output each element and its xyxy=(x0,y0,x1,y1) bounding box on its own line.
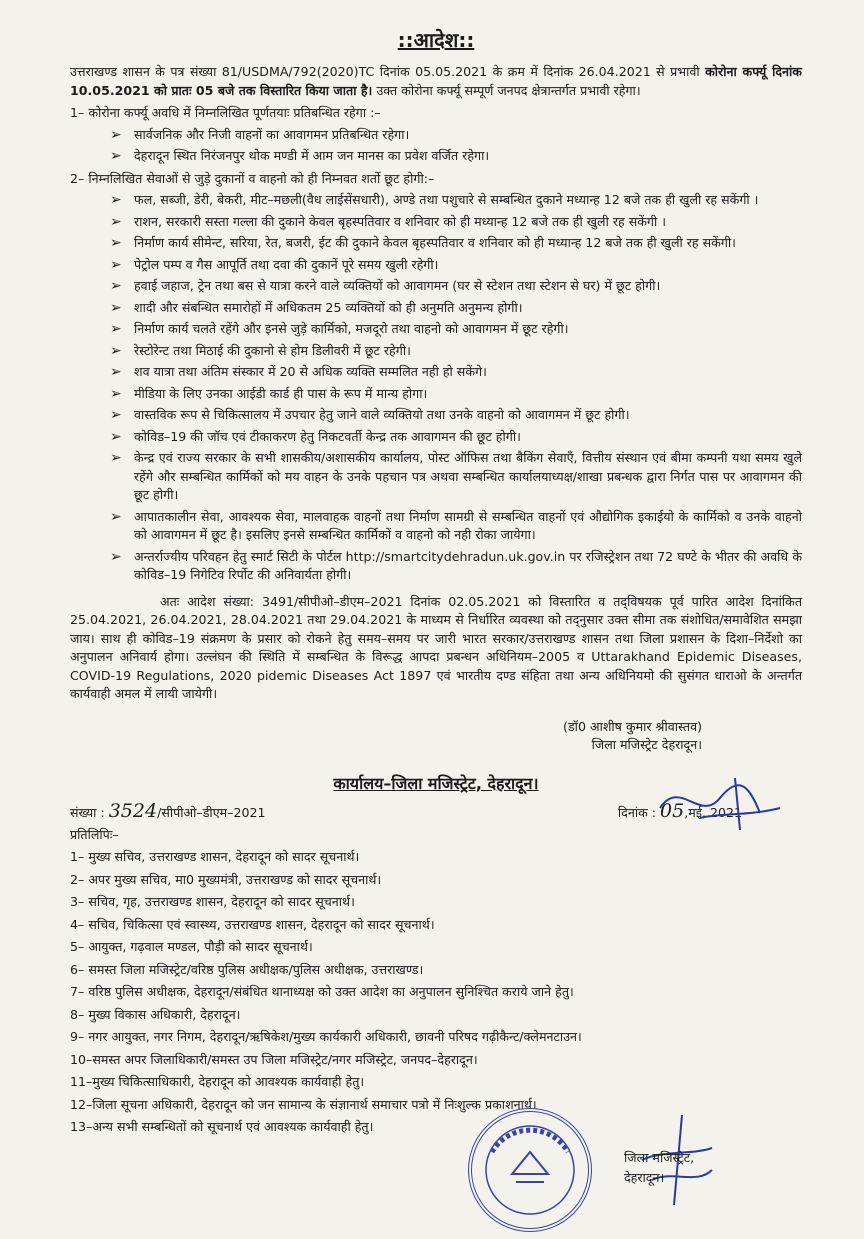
section-1-list xyxy=(70,126,802,166)
stamp-emblem xyxy=(472,1112,588,1228)
reference-number: संख्या : 3524/सीपीओ–डीएम–2021 xyxy=(70,799,266,822)
list-item-text: निर्माण कार्य चलते रहेंगे और इनसे जुड़े कार्मिको, मजदूरो तथा वाहनो को आवागमन में छूट रहेगी। xyxy=(134,321,569,336)
signatory-designation: जिला मजिस्ट्रेट देहरादून। xyxy=(591,736,702,752)
list-item-text: वास्तविक रूप से चिकित्सालय में उपचार हेतु जाने वाले व्यक्तियो तथा उनके वाहनो को आवागमन में छूट होगी। xyxy=(134,407,630,422)
list-item xyxy=(110,406,802,425)
section-2-heading: 2– निम्नलिखित सेवाओं से जुड़े दुकानों व वाहनो को ही निम्नवत शर्तो छूट होगी:– xyxy=(70,170,435,186)
arrow-bullet-icon: ➢ xyxy=(110,321,122,337)
copy-item: 5– आयुक्त, गढ़वाल मण्डल, पौड़ी को सादर सूचनार्थ। xyxy=(70,939,313,954)
curfew-extension-text: कोरोना कर्फ्यू दिनांक 10.05.2021 को प्रातः 05 बजे तक विस्तारित किया जाता है। xyxy=(70,64,802,98)
arrow-bullet-icon: ➢ xyxy=(110,278,122,294)
list-item xyxy=(110,363,802,382)
list-item xyxy=(110,320,802,339)
list-item-text: फल, सब्जी, डेरी, बेकरी, मीट–मछली(वैध लाईसेंसधारी), अण्डे तथा पशुचारे से सम्बन्धित दुकाने मध्यान्ह 12 बजे तक ही खुली रह सकेंगी । xyxy=(134,192,759,207)
list-item-text: रेस्टोरेन्ट तथा मिठाई की दुकानो से होम डिलीवरी में छूट रहेगी। xyxy=(134,342,411,358)
copy-item: 3– सचिव, गृह, उत्तराखण्ड शासन, देहरादून को सादर सूचनार्थ। xyxy=(70,894,355,909)
list-item-text: मीडिया के लिए उनका आईडी कार्ड ही पास के रूप में मान्य होगा। xyxy=(134,385,428,401)
signatory-block xyxy=(70,718,802,754)
handwritten-date: 05 xyxy=(660,799,685,822)
office-heading: कार्यालय–जिला मजिस्ट्रेट, देहरादून। xyxy=(333,773,539,793)
list-item xyxy=(110,508,802,545)
section-2-list xyxy=(70,191,802,585)
arrow-bullet-icon: ➢ xyxy=(110,385,122,402)
list-item xyxy=(110,299,802,318)
list-item xyxy=(110,213,802,232)
copy-item: 9– नगर आयुक्त, नगर निगम, देहरादून/ऋषिकेश/मुख्य कार्यकारी अधिकारी, छावनी परिषद गढ़ीकैन्ट/क्लेमनटाउन। xyxy=(70,1029,582,1044)
arrow-bullet-icon: ➢ xyxy=(110,548,122,565)
list-item xyxy=(110,234,802,253)
copy-item: 12–जिला सूचना अधिकारी, देहरादून को जन सामान्य के संज्ञानार्थ समाचार पत्रो में निःशुल्क प्रकाशनार्थ। xyxy=(70,1096,537,1112)
arrow-bullet-icon: ➢ xyxy=(110,256,122,273)
arrow-bullet-icon: ➢ xyxy=(110,364,122,380)
copy-item: 1– मुख्य सचिव, उत्तराखण्ड शासन, देहरादून को सादर सूचनार्थ। xyxy=(70,849,360,864)
signatory-2-block: जिला मजिस्ट्रेट, देहरादून। xyxy=(624,1150,695,1185)
list-item xyxy=(110,548,802,585)
list-item-text: आपातकालीन सेवा, आवश्यक सेवा, मालवाहक वाहनों तथा निर्माण सामग्री से सम्बन्धित वाहनों एवं औद्योगिक इकाईयो के कार्मिको व उनके वाहनो को आवागमन में छूट है। इसलिए इनसे सम्बन्धित कार्मिकों व वाहनो को नही रोका जायेगा। xyxy=(134,508,802,542)
arrow-bullet-icon: ➢ xyxy=(110,126,122,143)
arrow-bullet-icon: ➢ xyxy=(110,407,122,423)
list-item-text: निर्माण कार्य सीमेन्ट, सरिया, रेत, बजरी, ईट की दुकाने केवल बृहस्पतिवार व शनिवार को ही मध्यान्ह 12 बजे तक ही खुली रह सकेंगी। xyxy=(134,235,736,250)
list-item xyxy=(110,385,802,404)
copy-item: 11–मुख्य चिकित्साधिकारी, देहरादून को आवश्यक कार्यवाही हेतु। xyxy=(70,1074,365,1089)
list-item-text: राशन, सरकारी सस्ता गल्ला की दुकाने केवल बृहस्पतिवार व शनिवार को ही मध्यान्ह 12 बजे तक ही खुली रह सकेंगी । xyxy=(134,213,667,229)
list-item xyxy=(110,126,802,145)
list-item xyxy=(110,256,802,275)
arrow-bullet-icon: ➢ xyxy=(110,213,122,230)
signatory-name: (डॉ0 आशीष कुमार श्रीवास्तव) xyxy=(563,718,702,734)
arrow-bullet-icon: ➢ xyxy=(110,450,122,466)
list-item xyxy=(110,342,802,361)
copy-item: 13–अन्य सभी सम्बन्धितों को सूचनार्थ एवं आवश्यक कार्यवाही हेतु। xyxy=(70,1119,374,1134)
list-item-text: शव यात्रा तथा अंतिम संस्कार में 20 से अधिक व्यक्ति सम्मलित नही हो सकेंगे। xyxy=(134,364,487,379)
copy-item: 7– वरिष्ठ पुलिस अधीक्षक, देहरादून/संबंधित थानाध्यक्ष को उक्त आदेश का अनुपालन सुनिश्चित कराये जाने हेतु। xyxy=(70,984,574,999)
list-item-text: शादी और संबन्धित समारोहों में अधिकतम 25 व्यक्तियों को ही अनुमति अनुमन्य होगी। xyxy=(134,299,523,315)
copy-item: 4– सचिव, चिकित्सा एवं स्वास्थ्य, उत्तराखण्ड शासन, देहरादून को सादर सूचनार्थ। xyxy=(70,916,435,932)
copy-item: 2– अपर मुख्य सचिव, मा0 मुख्यमंत्री, उत्तराखण्ड को सादर सूचनार्थ। xyxy=(70,871,382,887)
arrow-bullet-icon: ➢ xyxy=(110,299,122,316)
document-title: ::आदेश:: xyxy=(397,28,475,52)
list-item xyxy=(110,449,802,505)
copy-list xyxy=(70,846,802,1139)
handwritten-number: 3524 xyxy=(108,799,158,822)
arrow-bullet-icon: ➢ xyxy=(110,235,122,251)
list-item-text: हवाई जहाज, ट्रेन तथा बस से यात्रा करने वाले व्यक्तियों को आवागमन (घर से स्टेशन तथा स्टेशन से घर) में छूट होगी। xyxy=(134,278,661,293)
list-item xyxy=(110,191,802,210)
signature-scrawl-1 xyxy=(640,768,790,838)
arrow-bullet-icon: ➢ xyxy=(110,508,122,525)
list-item xyxy=(110,428,802,447)
arrow-bullet-icon: ➢ xyxy=(110,148,122,164)
section-1-heading: 1– कोरोना कर्फ्यू अवधि में निम्नलिखित पूर्णतयाः प्रतिबन्धित रहेगा :– xyxy=(70,105,381,120)
list-item-text: सार्वजनिक और निजी वाहनों का आवागमन प्रतिबन्धित रहेगा। xyxy=(134,126,410,142)
arrow-bullet-icon: ➢ xyxy=(110,428,122,445)
copy-item: 6– समस्त जिला मजिस्ट्रेट/वरिष्ठ पुलिस अधीक्षक/पुलिस अधीक्षक, उत्तराखण्ड। xyxy=(70,961,424,977)
copy-item: 10–समस्त अपर जिलाधिकारी/समस्त उप जिला मजिस्ट्रेट/नगर मजिस्ट्रेट, जनपद–देहरादून। xyxy=(70,1051,478,1067)
office-stamp xyxy=(468,1108,592,1232)
list-item-text: पेट्रोल पम्प व गैस आपूर्ति तथा दवा की दुकानें पूरे समय खुली रहेगी। xyxy=(134,256,439,272)
list-item-text: कोविड–19 की जॉच एवं टीकाकरण हेतु निकटवर्ती केन्द्र तक आवागमन की छूट होगी। xyxy=(134,428,521,444)
reference-date: दिनांक : 05,मई, 2021 xyxy=(617,799,742,822)
list-item-text: देहरादून स्थित निरंजनपुर थोक मण्डी में आम जन मानस का प्रवेश वर्जित रहेगा। xyxy=(134,148,490,163)
list-item-text: केन्द्र एवं राज्य सरकार के सभी शासकीय/अशासकीय कार्यालय, पोस्ट ऑफिस तथा बैकिंग सेवाएँ, वित्तीय संस्थान एवं बीमा कम्पनी यथा समय खुले रहेंगे और सम्बन्धित कार्मिकों को मय वाहन के उनके पहचान पत्र अथवा सम्बन्धित कार्यालयाध्यक्ष/शाखा प्रबन्धक द्वारा निर्गत पास पर आवागमन की छूट होगी। xyxy=(134,450,802,502)
list-item-text: अन्तर्राज्यीय परिवहन हेतु स्मार्ट सिटी के पोर्टल http://smartcitydehradun.uk.gov.in पर रजिस्ट्रेशन तथा 72 घण्टे के भीतर की अवधि के कोविड–19 निगेटिव रिर्पोट की अनिवार्यता होगी। xyxy=(134,548,802,582)
copy-item: 8– मुख्य विकास अधिकारी, देहरादून। xyxy=(70,1006,241,1022)
intro-paragraph: उत्तराखण्ड शासन के पत्र संख्या 81/USDMA/792(2020)TC दिनांक 05.05.2021 के क्रम में दिनांक 26.04.2021 से प्रभावी कोरोना कर्फ्यू दिनांक 10.05.2021 को प्रातः 05 बजे तक विस्तारित किया जाता है। उक्त कोरोना कर्फ्यू सम्पूर्ण जनपद क्षेत्रान्तर्गत प्रभावी रहेगा। xyxy=(70,64,802,98)
list-item xyxy=(110,147,802,166)
list-item xyxy=(110,277,802,296)
copy-heading: प्रतिलिपिः– xyxy=(70,826,119,842)
arrow-bullet-icon: ➢ xyxy=(110,342,122,359)
closing-paragraph: अतः आदेश संख्या: 3491/सीपीओ–डीएम–2021 दिनांक 02.05.2021 को विस्तारित व तद्‌विषयक पूर्व पारित आदेश दिनांकित 25.04.2021, 26.04.2021, 28.04.2021 तथा 29.04.2021 के माध्यम से निर्धारित व्यवस्था को तद्‌नुसार उक्त सीमा तक संशोधित/समावेशित समझा जाय। साथ ही कोविड–19 संक्रमण के प्रसार को रोकने हेतु समय–समय पर जारी भारत सरकार/उत्तराखण्ड शासन तथा जिला प्रशासन के दिशा–निर्देशो का अनुपालन अनिवार्य होगा। उल्लंघन की स्थिति में सम्बन्धित के विरूद्ध आपदा प्रबन्धन अधिनियम–2005 व Uttarakhand Epidemic Diseases, COVID-19 Regulations, 2020 pidemic Diseases Act 1897 एवं भारतीय दण्ड संहिता तथा अन्य अधिनियमो की सुसंगत धाराओ के अन्तर्गत कार्यवाही अमल में लायी जायेगी। xyxy=(70,593,802,701)
arrow-bullet-icon: ➢ xyxy=(110,192,122,208)
